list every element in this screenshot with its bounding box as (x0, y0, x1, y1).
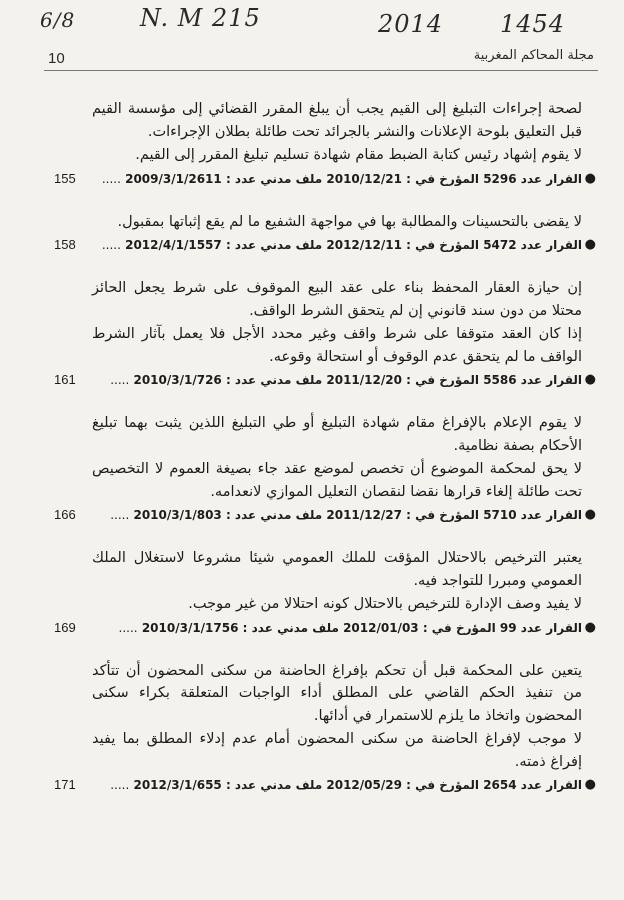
bullet-icon: ● (584, 237, 596, 252)
bullet-icon: ● (584, 619, 596, 635)
summary-paragraph: يعتبر الترخيص بالاحتلال المؤقت للملك العمومي شيئا مشروعا لاستغلال الملك العمومي ومبررا للتواجد فيه. (92, 550, 582, 589)
bullet-icon: ● (584, 170, 596, 186)
reference-page-number: 161 (54, 372, 76, 387)
decision-reference-text: القرار عدد 2654 المؤرخ في : 2012/05/29 ملف مدني عدد : 2012/3/1/655 (133, 778, 582, 792)
header-rule (44, 70, 598, 71)
leader-dots: ..... (110, 373, 130, 387)
summary-paragraph: يتعين على المحكمة قبل أن تحكم بإفراغ الحاضنة من سكنى المحضون أن تتأكد من تنفيذ الحكم القاضي على المطلق أداء الواجبات المتعلقة بكراء سكنى المحضون واتخاذ ما يلزم للاستمرار في أدائها. (92, 662, 582, 724)
summary-paragraph: لا يقوم إشهاد رئيس كتابة الضبط مقام شهادة تسليم تبليغ المقرر إلى القيم. (135, 147, 582, 163)
summary-paragraph: لا يقوم الإعلام بالإفراغ مقام شهادة التبليغ أو طي التبليغ اللذين يثبت بهما تبليغ الأحكام بصفة نظامية. (92, 415, 582, 454)
bullet-icon: ● (584, 372, 596, 387)
bullet-icon: ● (584, 507, 596, 522)
leader-dots: ..... (110, 508, 130, 522)
leader-dots: ..... (118, 620, 138, 635)
reference-page-number: 169 (54, 619, 76, 635)
summary-paragraph: لصحة إجراءات التبليغ إلى القيم يجب أن يبلغ المقرر القضائي إلى مؤسسة القيم قبل التعليق بلوحة الإعلانات والنشر بالجرائد تحت طائلة بطلان الإجراءات. (92, 101, 582, 140)
page-number: 10 (48, 50, 65, 67)
decision-reference-text: القرار عدد 5586 المؤرخ في : 2011/12/20 ملف مدني عدد : 2010/3/1/726 (133, 373, 582, 387)
handwritten-reference: N. M 215 (140, 4, 261, 32)
decision-reference (54, 235, 596, 255)
decision-reference-text: القرار عدد 5472 المؤرخ في : 2012/12/11 ملف مدني عدد : 2012/4/1/1557 (125, 238, 582, 252)
reference-page-number: 166 (54, 507, 76, 522)
decision-reference-text: القرار عدد 5296 المؤرخ في : 2010/12/21 ملف مدني عدد : 2009/3/1/2611 (125, 171, 582, 186)
summary-paragraph: لا يفيد وصف الإدارة للترخيص بالاحتلال كونه احتلالا من غير موجب. (188, 596, 582, 612)
decision-reference (54, 169, 596, 189)
summaries-list (54, 98, 596, 817)
reference-page-number: 171 (54, 777, 76, 792)
reference-page-number: 158 (54, 237, 76, 252)
summary-block (54, 98, 596, 189)
summary-block (54, 547, 596, 638)
handwritten-number: 1454 (500, 10, 566, 38)
decision-reference (54, 618, 596, 638)
summary-block (54, 660, 596, 796)
summary-paragraph: لا يقضى بالتحسينات والمطالبة بها في مواجهة الشفيع ما لم يقع إثباتها بمقبول. (117, 213, 582, 230)
bullet-icon: ● (584, 777, 596, 792)
decision-reference (54, 505, 596, 525)
leader-dots: ..... (101, 238, 121, 252)
summary-paragraph: إذا كان العقد متوقفا على شرط واقف وغير محدد الأجل فلا يعمل بآثار الشرط الواقف ما لم يتحقق عدم الوقوف أو استحالة وقوعه. (92, 326, 582, 365)
summary-block (54, 211, 596, 256)
summary-paragraph: لا يحق لمحكمة الموضوع أن تخصص لموضع عقد جاء بصيغة العموم لا التخصيص تحت طائلة إلغاء قرارها نقضا لنقصان التعليل الموازي لانعدامه. (92, 461, 582, 500)
summary-block (54, 277, 596, 390)
decision-reference (54, 370, 596, 390)
leader-dots: ..... (110, 778, 130, 792)
summary-paragraph: إن حيازة العقار المحفظ بناء على عقد البيع الموقوف على شرط يجعل الحائز محتلا من دون سند قانوني إن لم يتحقق الشرط الواقف. (92, 280, 582, 319)
decision-reference-text: القرار عدد 5710 المؤرخ في : 2011/12/27 ملف مدني عدد : 2010/3/1/803 (133, 508, 582, 522)
journal-title: مجلة المحاكم المغربية (473, 48, 594, 63)
running-header (44, 44, 598, 68)
decision-reference-text: القرار عدد 99 المؤرخ في : 2012/01/03 ملف مدني عدد : 2010/3/1/1756 (141, 620, 582, 635)
leader-dots: ..... (101, 171, 121, 186)
reference-page-number: 155 (54, 170, 76, 186)
handwritten-year: 2014 (378, 10, 444, 38)
summary-paragraph: لا موجب لإفراغ الحاضنة من سكنى المحضون أمام عدم إدلاء المطلق بما يفيد إفراغ ذمته. (92, 731, 582, 770)
decision-reference (54, 775, 596, 795)
handwritten-fraction: 6/8 (40, 8, 76, 32)
summary-block (54, 412, 596, 525)
